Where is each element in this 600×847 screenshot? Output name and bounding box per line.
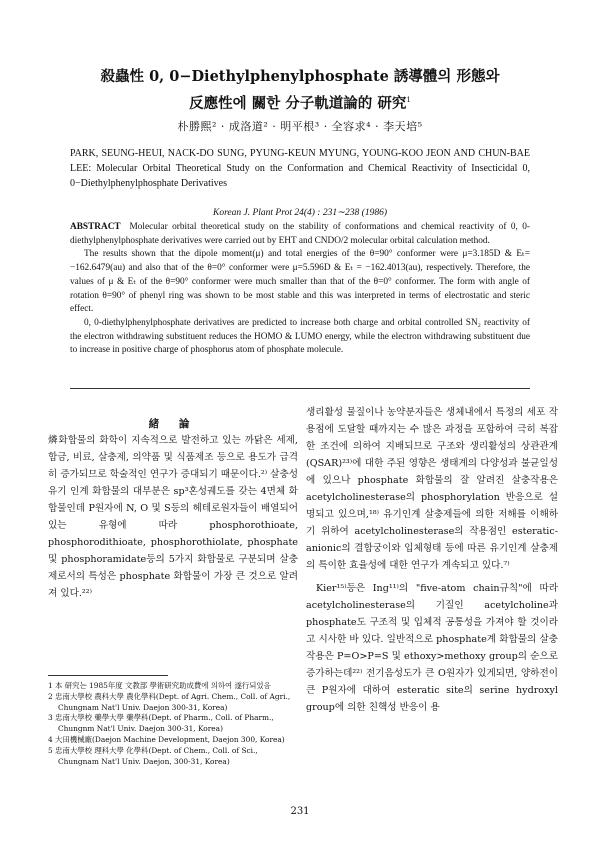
journal-citation: Korean J. Plant Prot 24(4) : 231∼238 (1986): [212, 208, 387, 218]
abstract-paragraph-1: [70, 221, 530, 248]
section-heading: 緒 論: [148, 418, 198, 430]
footnote-5: 5 忠南大學校 理科大學 化學科(Dept. of Chem., Coll. of Sci., Chungnam Nat'l Univ. Daejon, 300-31, Korea): [48, 745, 258, 766]
abstract-divider: [70, 388, 530, 389]
right-paragraph-2: Kier¹⁵⁾등은 Ing¹¹⁾의 "five-atom chain규칙"에 따라 acetylcholinesterase의 기질인 acetylcholine과 phosphate도 구조적 및 입체적 공통성을 가져야 할 것이라고 시사한 바 있다. 일반적으로 phosphate계 화합물의 살충작용은 P=O>P=S 및 ethoxy>methoxy group의 순으로 증가하는데²²⁾ 전기음성도가 큰 O원자가 있게되면, 양하전이 큰 P원자에 대하여 esteratic site의 serine hydroxyl group에 의한 친핵성 반응이 용: [306, 583, 558, 713]
footnote-divider: [48, 675, 168, 676]
right-paragraph-1: 생리활성 물질이나 농약분자들은 생체내에서 특정의 세포 작용점에 도달할 때까지는 수 많은 과정을 포함하여 극히 복잡한 조건에 의하여 지배되므로 구조와 생리활성의 상관관계(QSAR)²³⁾에 대한 주된 영향은 생태계의 다양성과 불균일성에 있으나 phosphate 화합물의 잘 알려진 살충작용은 acetylcholinesterase의 phosphorylation 반응으로 설명되고 있으며,¹⁸⁾ 유기인계 살충제들에 의한 저해를 이해하기 위하여 acetylcholinesterase의 작용점인 esteratic-anionic의 결합궁이와 입체형태 등에 따른 유기인계 살충제의 특이한 효율성에 대한 연구가 계속되고 있다.⁷⁾: [306, 407, 558, 571]
footnotes: [48, 681, 298, 767]
abstract-paragraph-2: The results shown that the dipole moment(μ) and total energies of the θ=90° conformer were μ=3.185D & Eₜ= −162.6479(au) and also that of the θ=0° conformer were μ=5.596D & Eₜ = −162.4013(au), respectively. Therefore, the values of μ & Eₜ of the θ=90° conformer were much smaller than that of the θ=0° conformer. The form with angle of rotation θ=90° of phenyl ring was shown to be most stable and this was interpreted in terms of electrostatic and steric effect.: [70, 249, 530, 315]
title-line-2: [60, 89, 540, 115]
right-column: [306, 404, 558, 716]
footnote-4: 4 大田機械廠(Daejon Machine Development, Daejon 300, Korea): [48, 734, 285, 744]
page-number: 231: [290, 806, 310, 817]
title-line-1: 殺蟲性 0, 0−Diethylphenylphosphate 誘導體의 形態와: [100, 68, 500, 85]
footnote-1: 1 本 研究는 1985年度 文教部 學術研究助成費에 의하여 遂行되었음: [48, 681, 271, 690]
abstract-paragraph-3: 0, 0-diethylphenylphosphate derivatives are predicted to increase both charge and orbital controlled SN₂ reactivity of the electron withdrawing substituent reduces the HOMO & LUMO energy, while the electron withdrawing substituent due to increase in positive charge of phosphorus atom of phosphate molecule.: [70, 317, 530, 356]
title-footnote-mark: 1: [406, 96, 411, 104]
left-column: [48, 432, 298, 602]
abstract-label: ABSTRACT: [70, 222, 121, 232]
abstract: [70, 221, 530, 358]
footnote-2: 2 忠南大學校 農科大學 農化學科(Dept. of Agri. Chem., Coll. of Agri., Chungnam Nat'l Univ. Daejon 300-31, Korea): [48, 691, 291, 712]
left-paragraph-1: 燐화합물의 화학이 지속적으로 발전하고 있는 까닭은 세제, 합금, 비료, 살충제, 의약품 및 식품제조 등으로 용도가 급격히 증가되므로 학술적인 연구가 증대되기 때문이다.²⁾ 살충성 유기 인계 화합물의 대부분은 sp³혼성궤도를 갖는 4면체 화합물인데 P원자에 N, O 및 S등의 헤테로원자들이 배열되어 있는 유형에 따라 phosphorothioate, phosphorodithioate, phosphorothiolate, phosphate 및 phosphoramidate등의 5가지 화합물로 구분되며 살충제로서의 특성은 phosphate 화합물이 가장 큰 것으로 알려져 있다.²²⁾: [48, 435, 298, 599]
authors-english-title: PARK, SEUNG-HEUI, NACK-DO SUNG, PYUNG-KEUN MYUNG, YOUNG-KOO JEON AND CHUN-BAE LEE: Molecular Orbital Theoretical Study on the Conformation and Chemical Reactivity of Insecticidal 0, 0−Diethylphenylphosphate Derivatives: [70, 148, 530, 189]
abstract-p1-text: Molecular orbital theoretical study on the stability of conformations and chemical reactivity of 0, 0-diethylphenylphosphate derivatives were carried out by EHT and CNDO/2 molecular orbital calculation method.: [70, 222, 530, 246]
authors-korean: 朴勝熙² · 成洛道² · 明平根³ · 全容求⁴ · 李天培⁵: [177, 120, 423, 133]
title-line-2-text: 反應性에 關한 分子軌道論的 研究: [189, 94, 407, 112]
footnote-3: 3 忠南大學校 藥學大學 藥學科(Dept. of Pharm., Coll. of Pharm., Chungnm Nat'l Univ. Daejon 300-31, Korea): [48, 713, 274, 734]
